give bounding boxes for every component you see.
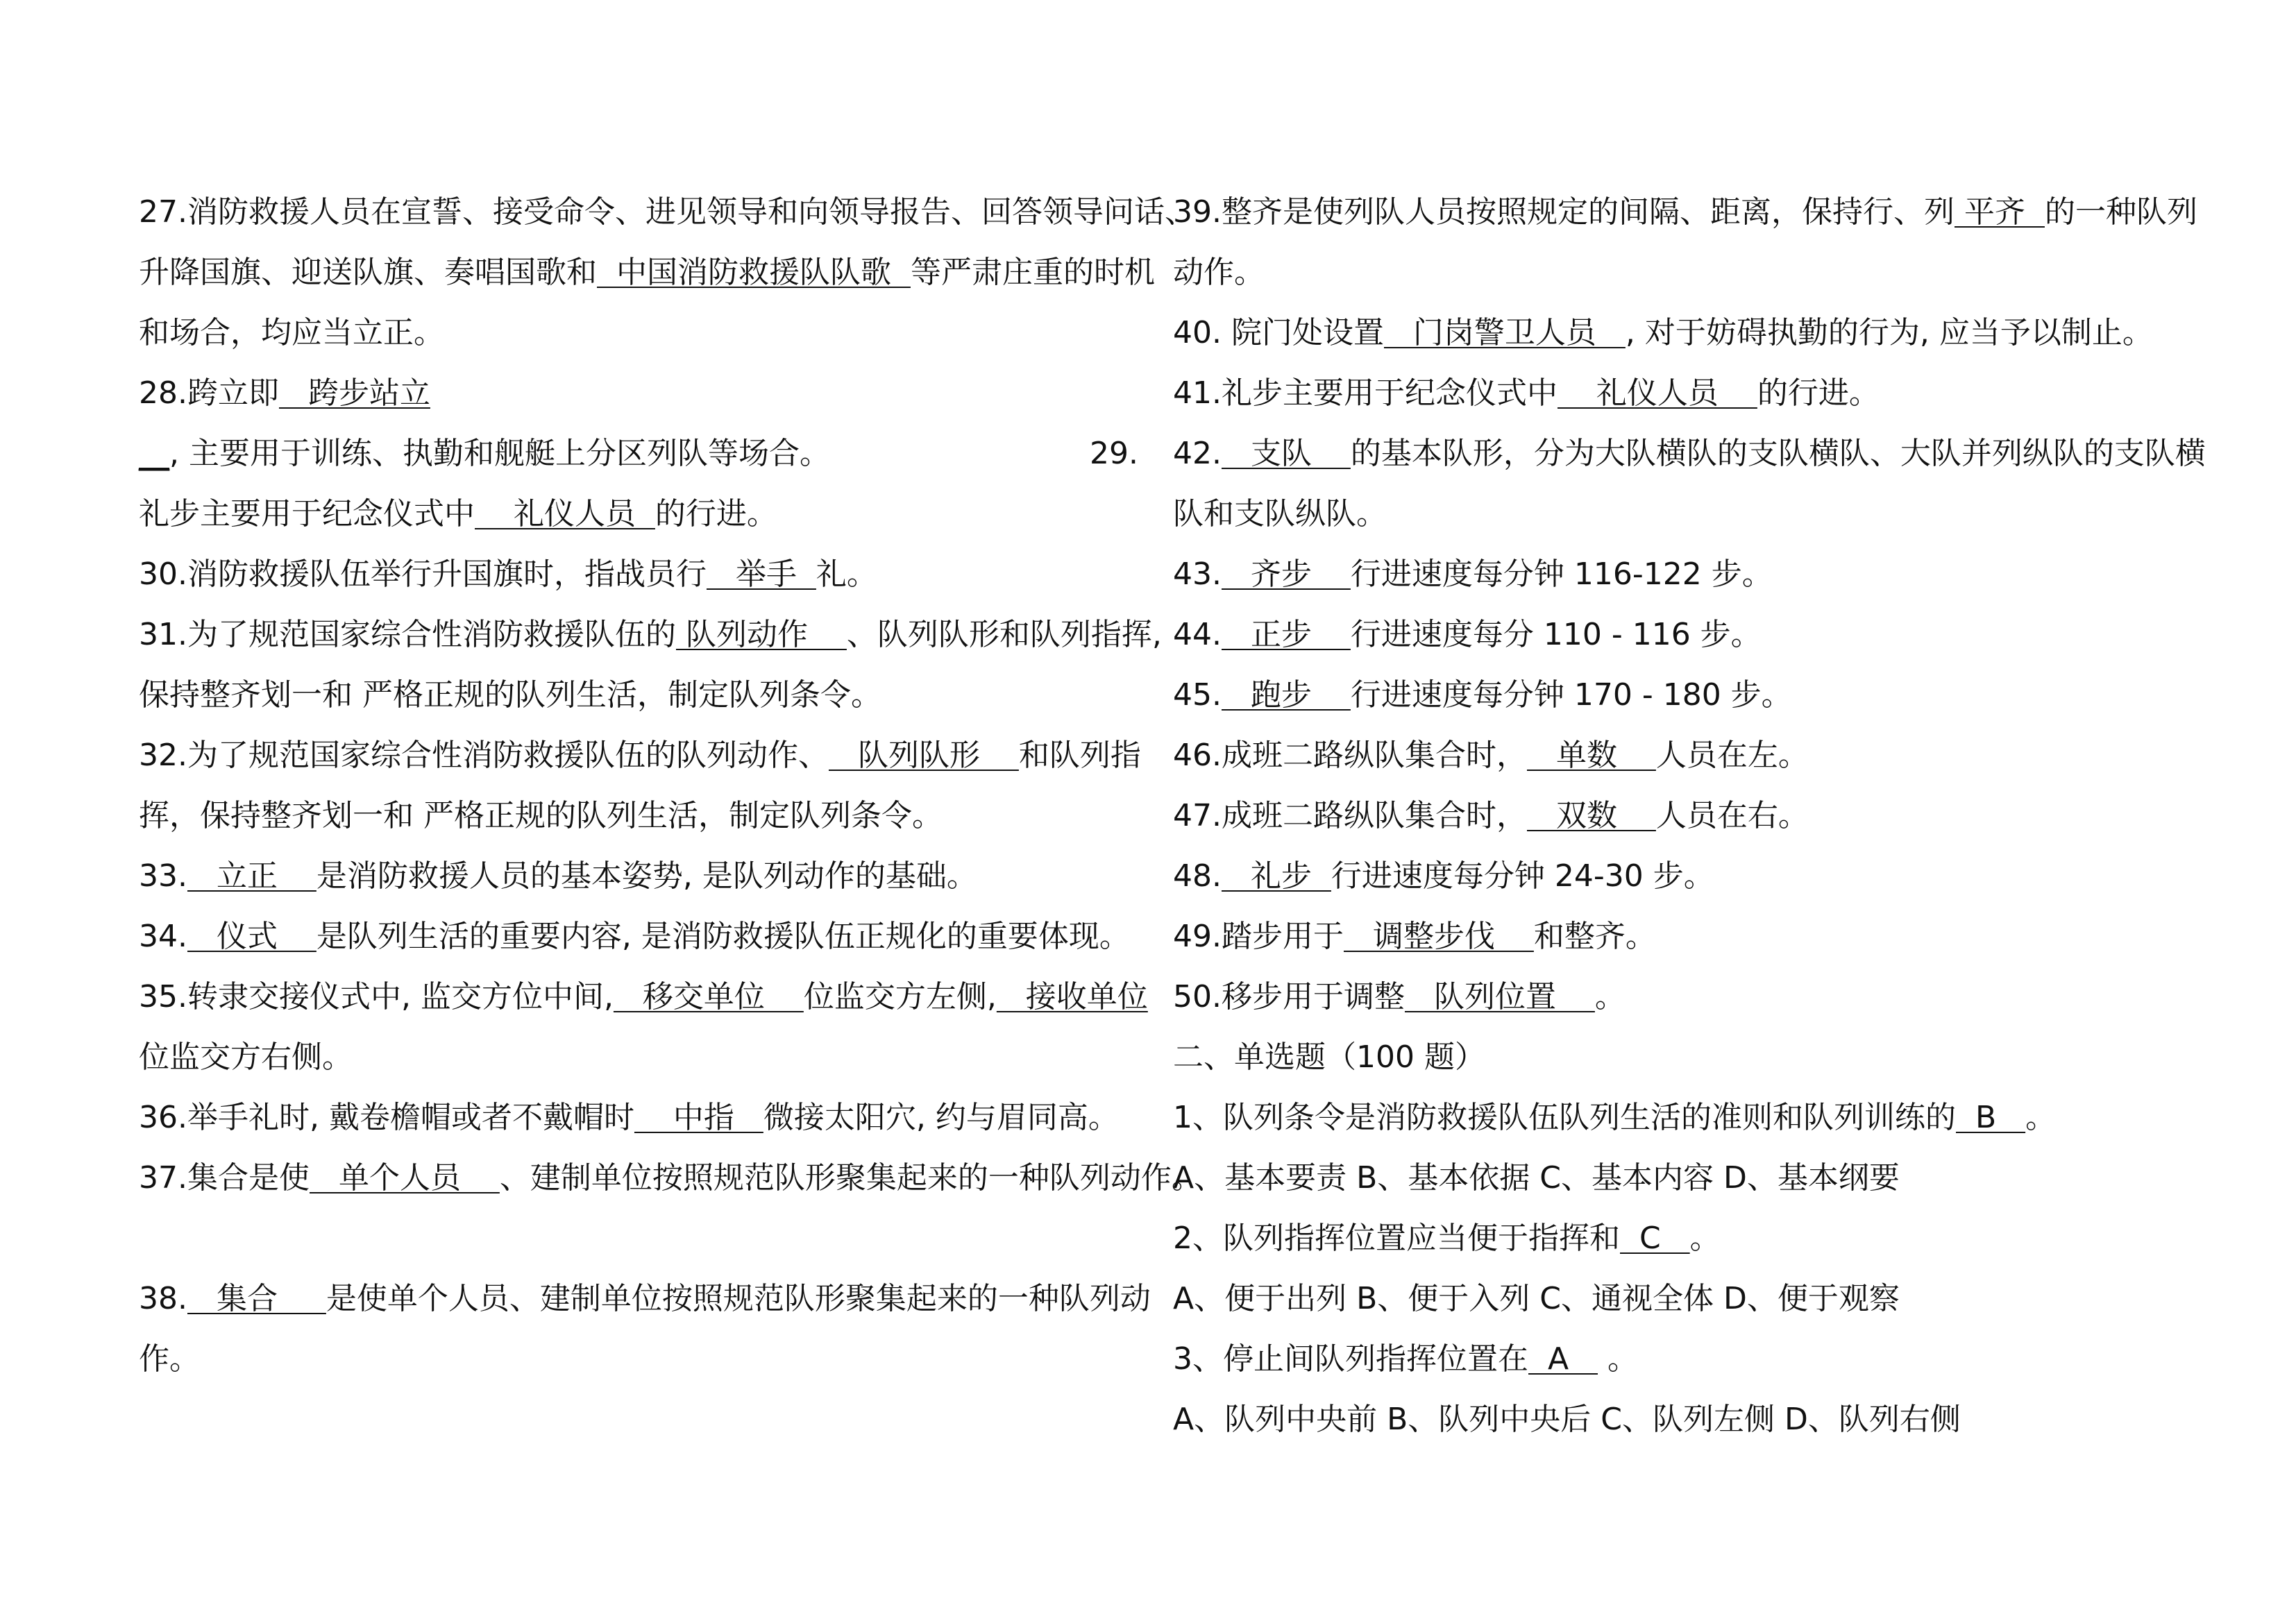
- question-37: [139, 1148, 1202, 1208]
- question-43: [1173, 544, 2172, 604]
- question-30-text: 礼。: [816, 556, 877, 592]
- spacer: [139, 1208, 1138, 1268]
- question-49: [1173, 906, 2172, 967]
- mc-question-1-options: [1173, 1148, 2172, 1208]
- right-column: [1173, 182, 2206, 1450]
- question-29-text: 的行进。: [655, 496, 777, 532]
- question-27-text: 和场合，均应当立正。: [139, 315, 444, 350]
- question-35-text: 位监交方右侧。: [139, 1039, 353, 1075]
- mc-question-1-answer: B: [1956, 1100, 2026, 1135]
- question-31-line-1: [139, 604, 1162, 665]
- mc-question-1-text: 1、队列条令是消防救援队伍队列生活的准则和队列训练的: [1173, 1100, 1956, 1135]
- question-36-text: 微接太阳穴, 约与眉同高。: [763, 1100, 1119, 1135]
- question-36-text: 36.举手礼时, 戴卷檐帽或者不戴帽时: [139, 1100, 634, 1135]
- question-33: [139, 846, 1138, 906]
- question-39-text: 的一种队列: [2044, 194, 2197, 230]
- mc-question-2-text: 2、队列指挥位置应当便于指挥和: [1173, 1221, 1620, 1256]
- question-31-text: 、队列队形和队列指挥,: [846, 617, 1162, 652]
- mc-question-2-text: 。: [1689, 1221, 1721, 1256]
- question-27-text: 27.消防救援人员在宣誓、接受命令、进见领导和向领导报告、回答领导问话、: [139, 194, 1195, 230]
- question-43-text: 43.: [1173, 556, 1222, 592]
- question-28-text: 28.跨立即: [139, 375, 279, 411]
- question-38-text: 作。: [139, 1341, 200, 1377]
- question-29-number: 29.: [1090, 436, 1138, 471]
- question-34: [139, 906, 1138, 967]
- question-37-text: 37.集合是使: [139, 1160, 310, 1196]
- question-27-line-1: [139, 182, 1195, 242]
- question-44: [1173, 604, 2172, 665]
- question-27-line-2: [139, 242, 1155, 303]
- question-50-answer: 队列位置: [1404, 979, 1595, 1014]
- question-50-text: 50.移步用于调整: [1173, 979, 1405, 1014]
- question-29-text: 礼步主要用于纪念仪式中: [139, 496, 475, 532]
- question-45-text: 45.: [1173, 677, 1222, 713]
- question-32-text: 挥，保持整齐划一和 严格正规的队列生活，制定队列条令。: [139, 798, 943, 833]
- question-34-text: 是队列生活的重要内容, 是消防救援队伍正规化的重要体现。: [316, 919, 1130, 954]
- question-44-text: 行进速度每分 110 - 116 步。: [1350, 617, 1762, 652]
- mc-question-2-options-text: A、便于出列 B、便于入列 C、通视全体 D、便于观察: [1173, 1281, 1900, 1316]
- question-32-text: 32.为了规范国家综合性消防救援队伍的队列动作、: [139, 738, 829, 773]
- question-27-line-3: [139, 303, 1138, 363]
- question-38-line-2: [139, 1329, 1138, 1389]
- mc-question-3: [1173, 1329, 2172, 1389]
- question-38-text: 是使单个人员、建制单位按照规范队形聚集起来的一种队列动: [326, 1281, 1151, 1316]
- question-35-line-2: [139, 1027, 1138, 1087]
- question-30: [139, 544, 1138, 604]
- question-27-text: 升降国旗、迎送队旗、奏唱国歌和: [139, 255, 597, 290]
- question-47-text: 人员在右。: [1655, 798, 1809, 833]
- mc-question-1-options-text: A、基本要责 B、基本依据 C、基本内容 D、基本纲要: [1173, 1160, 1900, 1196]
- mc-question-3-text: 3、停止间队列指挥位置在: [1173, 1341, 1528, 1377]
- question-34-answer: 仪式: [187, 919, 316, 954]
- question-32-line-2: [139, 785, 1138, 846]
- question-48-text: 行进速度每分钟 24-30 步。: [1331, 858, 1714, 894]
- mc-question-3-options: [1173, 1389, 2172, 1450]
- question-41-text: 41.礼步主要用于纪念仪式中: [1173, 375, 1558, 411]
- question-42-line-1: [1173, 423, 2206, 484]
- question-28-answer: 跨步站立: [278, 375, 430, 411]
- question-31-text: 保持整齐划一和 严格正规的队列生活，制定队列条令。: [139, 677, 881, 713]
- question-34-text: 34.: [139, 919, 187, 954]
- question-35-answer-1: 移交单位: [613, 979, 804, 1014]
- question-32-text: 和队列指: [1018, 738, 1141, 773]
- question-44-text: 44.: [1173, 617, 1222, 652]
- question-35-text: 位监交方左侧,: [803, 979, 997, 1014]
- question-29-line-1: [139, 484, 1138, 544]
- question-42-line-2: [1173, 484, 2172, 544]
- question-39-answer: 平齐: [1954, 194, 2045, 230]
- question-31-answer: 队列动作: [675, 617, 847, 652]
- question-37-text: 、建制单位按照规范队形聚集起来的一种队列动作。: [499, 1160, 1202, 1196]
- question-28-line-2: [139, 423, 1138, 484]
- question-28-line-1: [139, 363, 1138, 423]
- question-47-text: 47.成班二路纵队集合时，: [1173, 798, 1527, 833]
- question-45-answer: 跑步: [1221, 677, 1351, 713]
- question-40: [1173, 303, 2172, 363]
- question-48-answer: 礼步: [1221, 858, 1331, 894]
- question-35-line-1: [139, 967, 1148, 1027]
- question-50-text: 。: [1594, 979, 1626, 1014]
- section-heading: [1173, 1027, 2172, 1087]
- mc-question-3-answer: A: [1528, 1341, 1598, 1377]
- question-27-text: 等严肃庄重的时机: [910, 255, 1155, 290]
- question-42-answer: 支队: [1221, 436, 1351, 471]
- question-36-answer: 中指: [634, 1100, 763, 1135]
- question-41: [1173, 363, 2172, 423]
- question-43-text: 行进速度每分钟 116-122 步。: [1350, 556, 1773, 592]
- question-40-text: 40. 院门处设置: [1173, 315, 1384, 350]
- question-48: [1173, 846, 2172, 906]
- question-39-text: 动作。: [1173, 255, 1265, 290]
- question-42-text: 的基本队形，分为大队横队的支队横队、大队并列纵队的支队横: [1350, 436, 2206, 471]
- section-heading-text: 二、单选题（100 题）: [1173, 1039, 1485, 1075]
- question-35-text: 35.转隶交接仪式中, 监交方位中间,: [139, 979, 614, 1014]
- question-33-text: 是消防救援人员的基本姿势, 是队列动作的基础。: [316, 858, 977, 894]
- question-40-answer: 门岗警卫人员: [1383, 315, 1626, 350]
- question-49-text: 49.踏步用于: [1173, 919, 1344, 954]
- question-28-text: , 主要用于训练、执勤和舰艇上分区列队等场合。: [169, 436, 830, 471]
- question-30-answer: 举手: [706, 556, 816, 592]
- mc-question-1-text: 。: [2025, 1100, 2057, 1135]
- question-38-text: 38.: [139, 1281, 187, 1316]
- question-46-text: 人员在左。: [1655, 738, 1809, 773]
- question-50: [1173, 967, 2172, 1027]
- question-42-text: 队和支队纵队。: [1173, 496, 1387, 532]
- question-47: [1173, 785, 2172, 846]
- question-39-text: 39.整齐是使列队人员按照规定的间隔、距离，保持行、列: [1173, 194, 1955, 230]
- question-35-answer-2: 接收单位: [996, 979, 1148, 1014]
- question-33-answer: 立正: [187, 858, 316, 894]
- question-49-answer: 调整步伐: [1343, 919, 1534, 954]
- question-27-answer: 中国消防救援队队歌: [597, 255, 911, 290]
- question-46-text: 46.成班二路纵队集合时，: [1173, 738, 1527, 773]
- question-30-text: 30.消防救援队伍举行升国旗时，指战员行: [139, 556, 707, 592]
- question-49-text: 和整齐。: [1533, 919, 1656, 954]
- question-42-text: 42.: [1173, 436, 1222, 471]
- question-38-answer: 集合: [187, 1281, 326, 1316]
- question-36: [139, 1087, 1138, 1148]
- question-28-answer-tail: __: [139, 436, 169, 471]
- question-39-line-2: [1173, 242, 2172, 303]
- question-32-line-1: [139, 725, 1141, 785]
- question-41-text: 的行进。: [1757, 375, 1880, 411]
- mc-question-2-answer: C: [1620, 1221, 1690, 1256]
- question-46-answer: 单数: [1526, 738, 1656, 773]
- question-32-answer: 队列队形: [828, 738, 1019, 773]
- mc-question-1: [1173, 1087, 2172, 1148]
- question-47-answer: 双数: [1526, 798, 1656, 833]
- question-31-text: 31.为了规范国家综合性消防救援队伍的: [139, 617, 676, 652]
- question-45-text: 行进速度每分钟 170 - 180 步。: [1350, 677, 1792, 713]
- question-39-line-1: [1173, 182, 2197, 242]
- question-45: [1173, 665, 2172, 725]
- mc-question-2: [1173, 1208, 2172, 1268]
- mc-question-3-text: 。: [1598, 1341, 1639, 1377]
- question-46: [1173, 725, 2172, 785]
- question-31-line-2: [139, 665, 1138, 725]
- question-38-line-1: [139, 1268, 1151, 1329]
- question-29-answer: 礼仪人员: [475, 496, 655, 532]
- mc-question-2-options: [1173, 1268, 2172, 1329]
- question-41-answer: 礼仪人员: [1557, 375, 1757, 411]
- question-43-answer: 齐步: [1221, 556, 1351, 592]
- mc-question-3-options-text: A、队列中央前 B、队列中央后 C、队列左侧 D、队列右侧: [1173, 1402, 1961, 1437]
- question-48-text: 48.: [1173, 858, 1222, 894]
- question-37-answer: 单个人员: [309, 1160, 500, 1196]
- question-44-answer: 正步: [1221, 617, 1351, 652]
- question-33-text: 33.: [139, 858, 187, 894]
- question-40-text: , 对于妨碍执勤的行为, 应当予以制止。: [1625, 315, 2153, 350]
